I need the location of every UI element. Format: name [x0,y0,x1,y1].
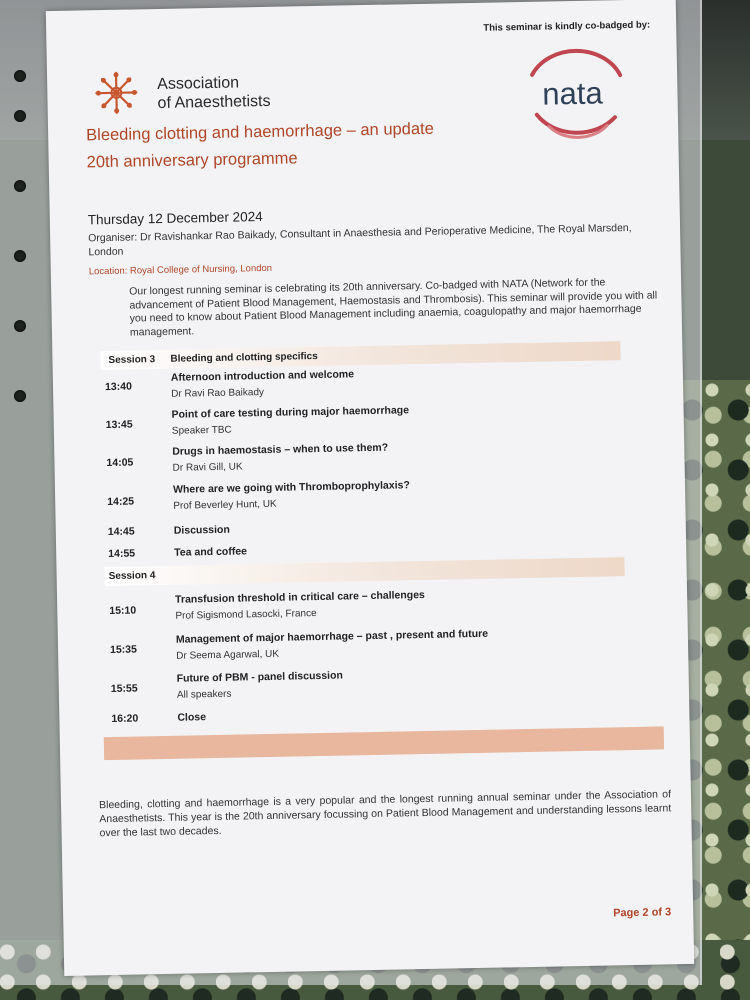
item-title: Close [177,711,207,724]
item-time: 15:55 [110,682,138,696]
session3-header [100,341,620,370]
item-time: 14:45 [107,525,135,539]
punch-hole [14,110,26,122]
item-time: 13:45 [105,418,133,432]
item-title: Drugs in haemostasis – when to use them? [172,441,389,458]
location: Location: Royal College of Nursing, London [88,262,273,278]
item-speaker: Prof Beverley Hunt, UK [173,498,277,512]
punch-hole [14,180,26,192]
item-time: 16:20 [111,712,139,726]
org-name-line1: Association [157,74,240,94]
punch-hole [14,390,26,402]
item-speaker: Prof Sigismond Lasocki, France [175,608,317,622]
item-title: Tea and coffee [174,545,248,559]
item-time: 15:10 [109,604,137,618]
item-title: Where are we going with Thromboprophylaxis? [172,479,410,496]
nata-logo-text: nata [541,75,603,112]
item-speaker: Speaker TBC [171,424,232,437]
org-name [157,73,271,113]
item-time: 14:05 [106,456,134,470]
bottom-divider-bar [104,726,664,760]
item-time: 15:35 [109,643,138,657]
footer-paragraph: Bleeding, clotting and haemorrhage is a very popular and the longest running annual seminar under the Association of Anaesthetists. This year is the 20th anniversary focussing on Patient Blood Management and understanding lessons learnt over the last two decades. [98,788,672,840]
punch-hole [14,70,26,82]
item-title: Management of major haemorrhage – past , present and future [175,627,489,646]
programme-page [46,0,694,976]
item-speaker: Dr Seema Agarwal, UK [176,648,280,662]
aoa-logo-icon [93,69,140,116]
punch-hole [14,250,26,262]
item-title: Discussion [173,523,230,537]
item-speaker: Dr Ravi Gill, UK [172,461,243,474]
session3-label: Session 3 [108,354,156,366]
event-date: Thursday 12 December 2024 [87,209,263,228]
organiser: Organiser: Dr Ravishankar Rao Baikady, Consultant in Anaesthesia and Perioperative Medicine, The Royal Marsden, London [88,221,632,259]
org-name-line2: of Anaesthetists [157,92,271,113]
item-time: 14:25 [107,495,135,509]
punch-hole [14,320,26,332]
item-time: 13:40 [104,380,132,394]
item-title: Transfusion threshold in critical care – challenges [175,588,425,606]
cobadge-text: This seminar is kindly co-badged by: [483,19,651,34]
page-number: Page 2 of 3 [613,906,672,920]
item-speaker: All speakers [176,688,232,701]
title-line2: 20th anniversary programme [86,149,298,172]
session4-header [104,557,624,586]
title-line1: Bleeding clotting and haemorrhage – an update [86,119,434,145]
item-title: Afternoon introduction and welcome [170,368,355,384]
nata-arc-top-icon [532,50,620,77]
item-time: 14:55 [108,547,136,561]
nata-logo [502,45,644,143]
session4-label: Session 4 [108,570,156,583]
item-title: Point of care testing during major haemorrhage [171,404,410,421]
item-speaker: Dr Ravi Rao Baikady [171,387,265,400]
intro-paragraph: Our longest running seminar is celebrating its 20th anniversary. Co-badged with NATA (Network for the advancement of Patient Blood Management, Haemostasis and Thrombosis). This seminar will provide you with all you need to know about Patient Blood Management including anaemia, coagulopathy and major haemorrhage management. [129,276,658,339]
item-title: Future of PBM - panel discussion [176,669,343,685]
session3-heading: Bleeding and clotting specifics [170,350,318,365]
